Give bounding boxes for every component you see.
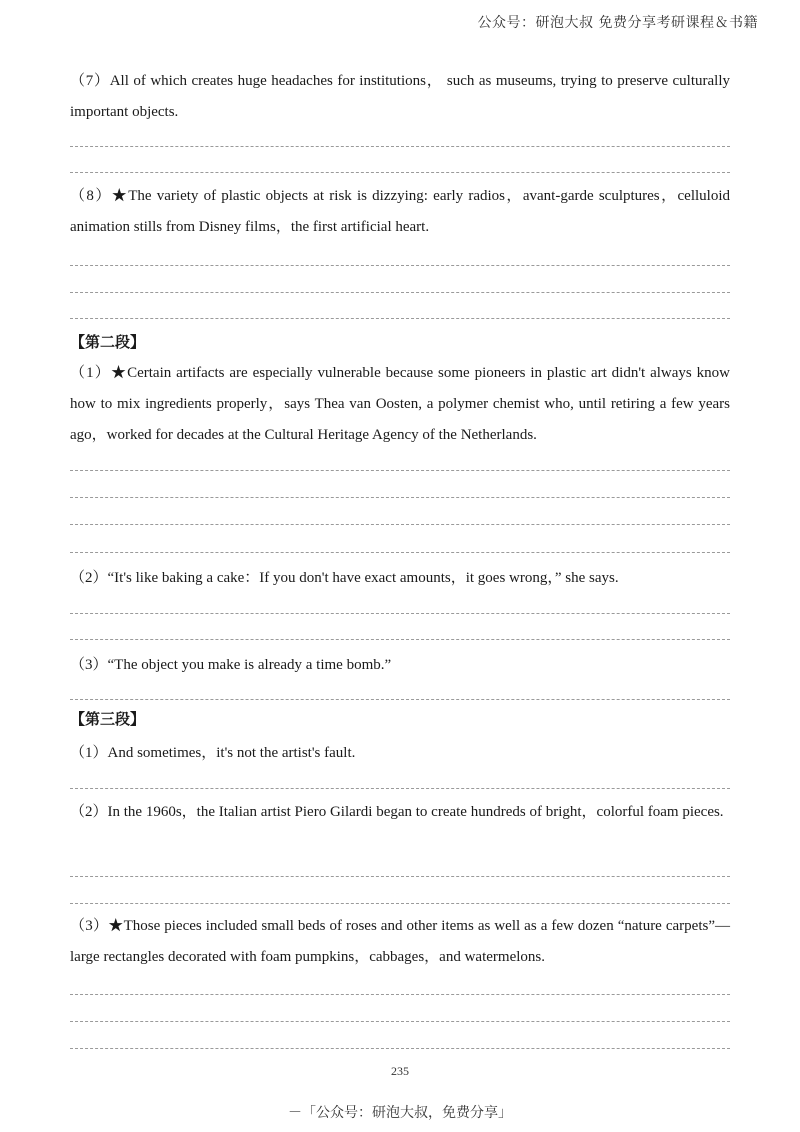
answer-line	[70, 903, 730, 904]
answer-line	[70, 613, 730, 614]
paragraph-2-1: （1）★Certain artifacts are especially vulnerable because some pioneers in plastic art didn't always know how to mix ingredients properly，says Thea van Oosten, a polymer chemist who, until retiring a few years ago，worked for decades at the Cultural Heritage Agency of the Netherlands.	[70, 365, 730, 443]
answer-line	[70, 497, 730, 498]
answer-line	[70, 318, 730, 319]
answer-line	[70, 788, 730, 789]
paragraph-3-3: （3）★Those pieces included small beds of roses and other items as well as a few dozen “nature carpets”—large rectangles decorated with foam pumpkins，cabbages，and watermelons.	[70, 918, 730, 965]
answer-line	[70, 470, 730, 471]
paragraph-2-2: （2）“It's like baking a cake：If you don't have exact amounts，it goes wrong，” she says.	[70, 570, 619, 586]
answer-line	[70, 1021, 730, 1022]
paragraph-3-2: （2）In the 1960s，the Italian artist Piero Gilardi began to create hundreds of bright，colorful foam pieces.	[70, 804, 724, 820]
paragraph-3-1: （1）And sometimes，it's not the artist's fault.	[70, 745, 356, 761]
answer-line	[70, 876, 730, 877]
section-title-2: 【第二段】	[70, 333, 146, 351]
answer-line	[70, 146, 730, 147]
answer-line	[70, 524, 730, 525]
paragraph-1-7: （7）All of which creates huge headaches for institutions， such as museums, trying to preserve culturally important objects.	[70, 73, 730, 120]
answer-line	[70, 994, 730, 995]
answer-line	[70, 639, 730, 640]
answer-line	[70, 552, 730, 553]
answer-line	[70, 699, 730, 700]
answer-line	[70, 265, 730, 266]
page-number: 235	[391, 1064, 409, 1078]
paragraph-1-8: （8）★The variety of plastic objects at risk is dizzying: early radios，avant-garde sculptures，celluloid animation stills from Disney films，the first artificial heart.	[70, 188, 730, 235]
answer-line	[70, 172, 730, 173]
paragraph-2-3: （3）“The object you make is already a time bomb.”	[70, 657, 392, 673]
answer-line	[70, 1048, 730, 1049]
footer-watermark-note: －「公众号：研泡大叔，免费分享」	[288, 1105, 512, 1121]
answer-line	[70, 292, 730, 293]
header-watermark-note: 公众号：研泡大叔 免费分享考研课程＆书籍	[477, 15, 758, 31]
section-title-3: 【第三段】	[70, 710, 146, 728]
